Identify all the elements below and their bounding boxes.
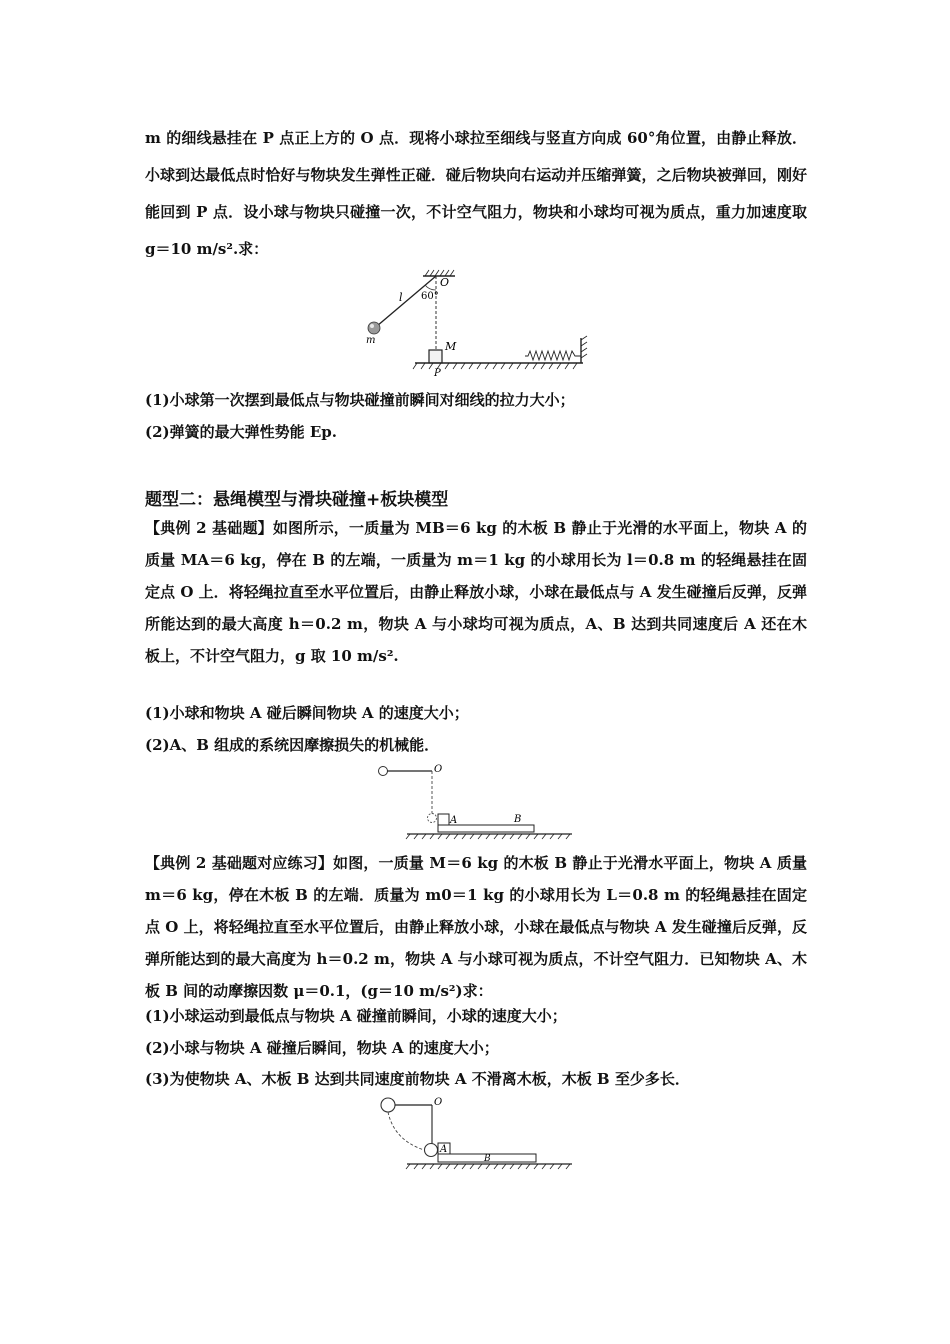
rope-block-board-figure-1	[372, 760, 577, 842]
exercise-question-1: (1)小球运动到最低点与物块 A 碰撞前瞬间，小球的速度大小；	[145, 1007, 567, 1025]
label-m: m	[366, 335, 376, 346]
example-2-text: 【典例 2 基础题】如图所示，一质量为 MB＝6 kg 的木板 B 静止于光滑的水平面上，物块 A 的质量 MA＝6 kg，停在 B 的左端，一质量为 m＝1 kg 的小球用长为 l＝0.8 m 的轻绳悬挂在固定点 O 上．将轻绳拉直至水平位置后，由静止释放小球，小球在最低点与 A 发生碰撞后反弹，反弹所能达到的最大高度 h＝0.2 m，物块 A 与小球均可视为质点，A、B 达到共同速度后 A 还在木板上，不计空气阻力，g 取 10 m/s².	[145, 519, 807, 665]
label-angle: 60°	[421, 291, 439, 302]
exercise-question-2: (2)小球与物块 A 碰撞后瞬间，物块 A 的速度大小；	[145, 1039, 499, 1057]
label-P: P	[434, 368, 441, 379]
label-O: O	[440, 276, 450, 289]
label-O: O	[434, 1097, 443, 1108]
question-2: (2)弹簧的最大弹性势能 Ep.	[145, 423, 337, 441]
example-2-question-2: (2)A、B 组成的系统因摩擦损失的机械能．	[145, 736, 440, 754]
pendulum-spring-figure	[355, 268, 595, 380]
example-2-question-1: (1)小球和物块 A 碰后瞬间物块 A 的速度大小；	[145, 704, 469, 722]
exercise-question-3: (3)为使物块 A、木板 B 达到共同速度前物块 A 不滑离木板，木板 B 至少多长．	[145, 1070, 690, 1088]
label-A: A	[440, 1144, 448, 1155]
label-B: B	[484, 1154, 491, 1164]
label-l: l	[399, 291, 403, 304]
question-1: (1)小球第一次摆到最低点与物块碰撞前瞬间对细线的拉力大小；	[145, 391, 575, 409]
label-B: B	[514, 814, 522, 825]
rope-block-board-figure-2	[372, 1092, 577, 1174]
label-A: A	[450, 815, 458, 826]
label-O: O	[434, 764, 443, 775]
example-2-exercise-text: 【典例 2 基础题对应练习】如图，一质量 M＝6 kg 的木板 B 静止于光滑水平面上，物块 A 质量 m＝6 kg，停在木板 B 的左端．质量为 m0＝1 kg 的小球用长为 L＝0.8 m 的轻绳悬挂在固定点 O 上，将轻绳拉直至水平位置后，由静止释放小球，小球在最低点与物块 A 发生碰撞后反弹，反弹所能达到的最大高度为 h＝0.2 m，物块 A 与小球可视为质点，不计空气阻力．已知物块 A、木板 B 间的动摩擦因数 μ＝0.1，(g＝10 m/s²)求：	[145, 854, 807, 1000]
problem-text-1: m 的细线悬挂在 P 点正上方的 O 点．现将小球拉至细线与竖直方向成 60°角位置，由静止释放．小球到达最低点时恰好与物块发生弹性正碰．碰后物块向右运动并压缩弹簧，之后物块被弹回，刚好能回到 P 点．设小球与物块只碰撞一次，不计空气阻力，物块和小球均可视为质点，重力加速度取 g＝10 m/s².求：	[145, 129, 807, 258]
label-M: M	[445, 340, 457, 353]
section-heading: 题型二：悬绳模型与滑块碰撞+板块模型	[145, 490, 449, 510]
